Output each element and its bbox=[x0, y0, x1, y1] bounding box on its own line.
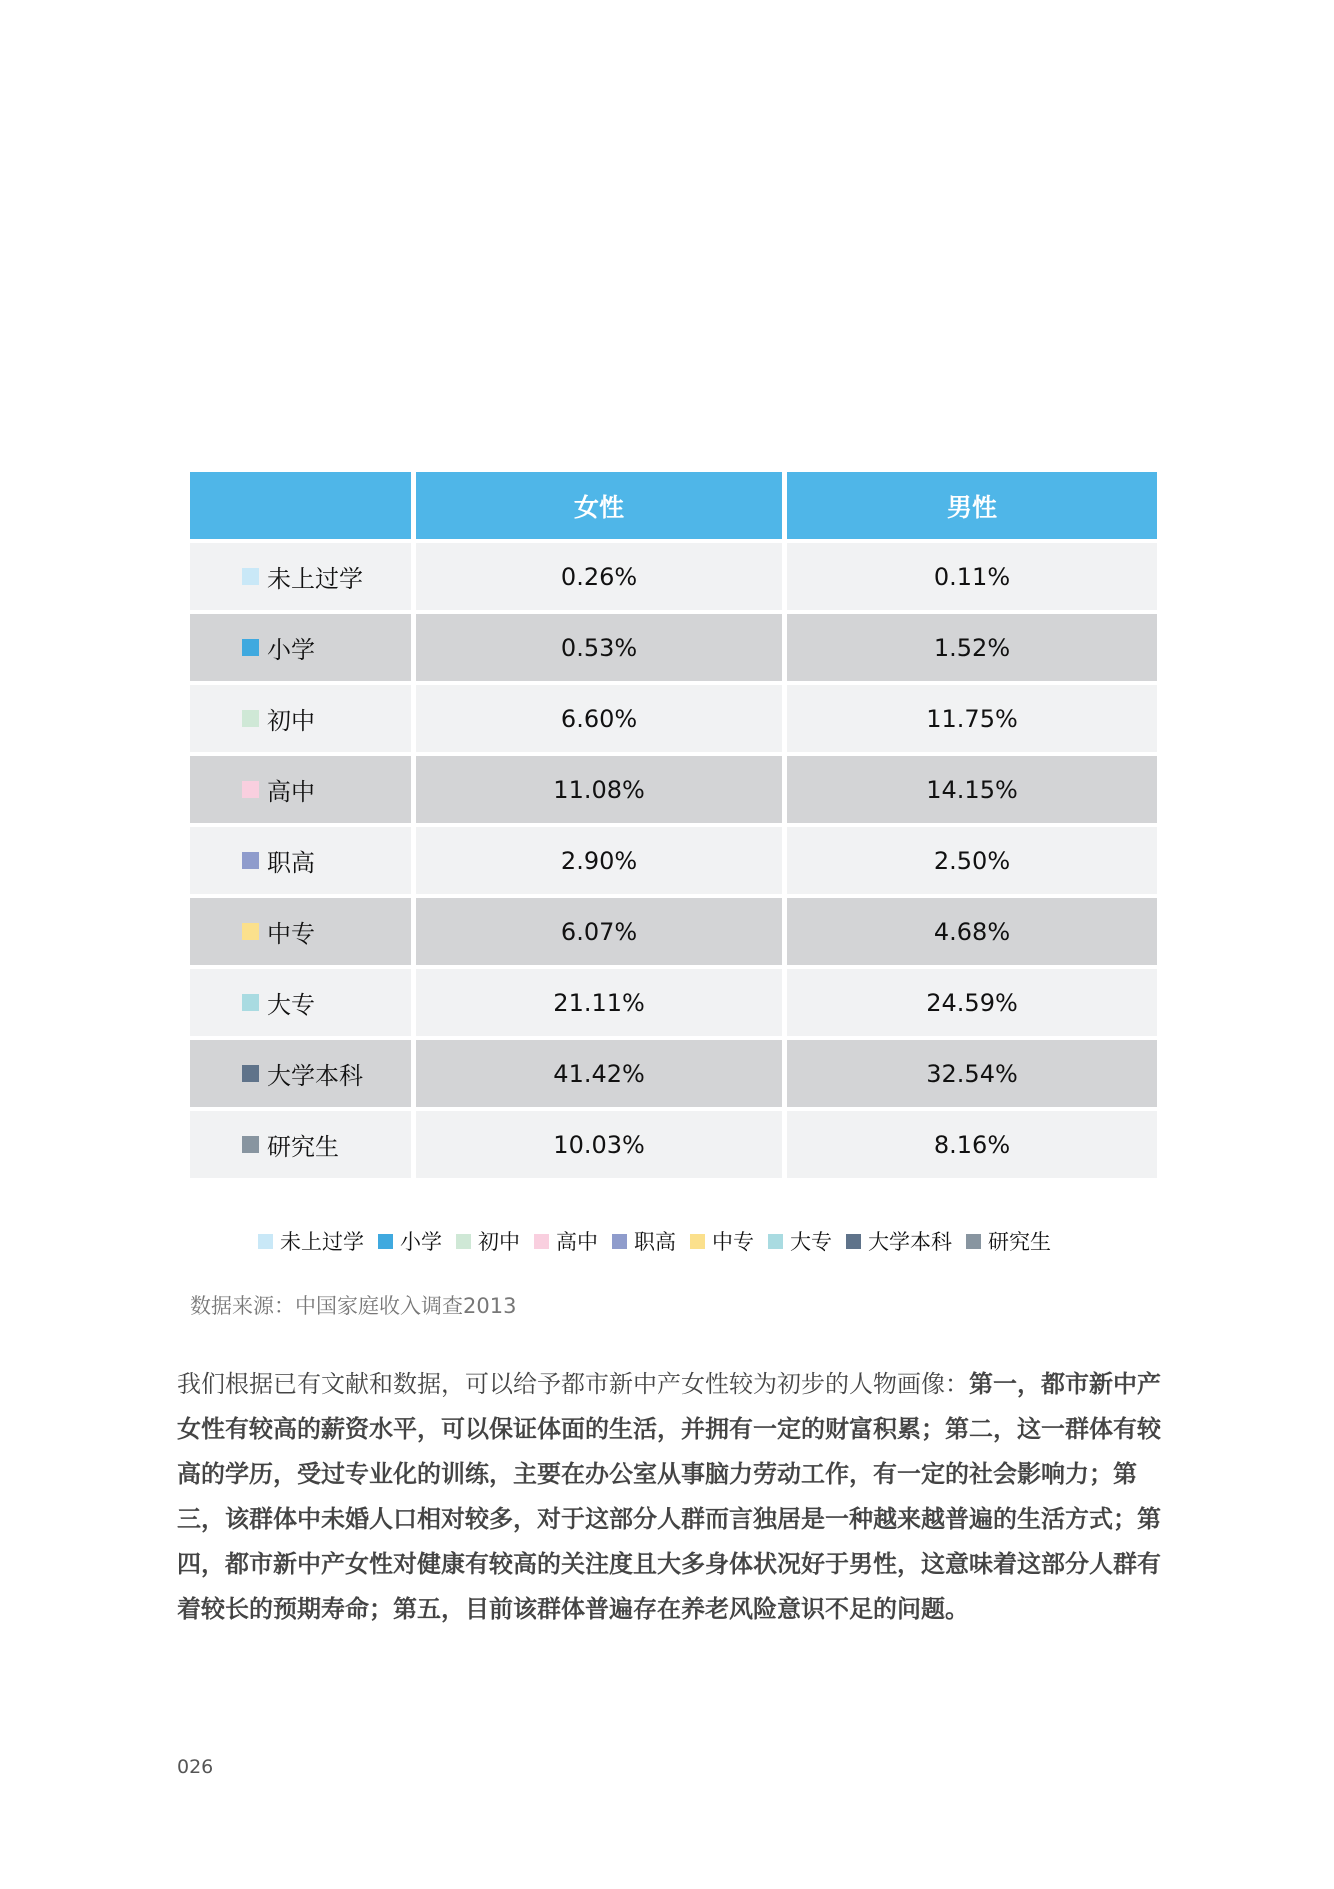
table-row bbox=[190, 614, 1157, 681]
row-label-cell bbox=[190, 614, 411, 681]
legend-swatch bbox=[258, 1234, 273, 1249]
row-label-cell bbox=[190, 543, 411, 610]
legend-item bbox=[456, 1226, 520, 1256]
legend-label: 大学本科 bbox=[868, 1230, 952, 1254]
legend-swatch bbox=[612, 1234, 627, 1249]
row-label: 职高 bbox=[267, 849, 315, 877]
male-value: 0.11% bbox=[787, 543, 1157, 610]
male-value: 8.16% bbox=[787, 1111, 1157, 1178]
row-label: 大学本科 bbox=[267, 1062, 363, 1090]
color-swatch bbox=[242, 639, 259, 656]
legend-swatch bbox=[534, 1234, 549, 1249]
legend-item bbox=[534, 1226, 598, 1256]
color-swatch bbox=[242, 781, 259, 798]
table-row bbox=[190, 1040, 1157, 1107]
legend-label: 职高 bbox=[634, 1230, 676, 1254]
legend-label: 大专 bbox=[790, 1230, 832, 1254]
legend-label: 中专 bbox=[712, 1230, 754, 1254]
table-row bbox=[190, 756, 1157, 823]
row-label: 研究生 bbox=[267, 1133, 339, 1161]
female-value: 41.42% bbox=[416, 1040, 782, 1107]
legend-swatch bbox=[690, 1234, 705, 1249]
color-swatch bbox=[242, 710, 259, 727]
female-value: 2.90% bbox=[416, 827, 782, 894]
color-swatch bbox=[242, 852, 259, 869]
legend-item bbox=[612, 1226, 676, 1256]
female-value: 0.26% bbox=[416, 543, 782, 610]
body-paragraph bbox=[177, 1362, 1177, 1632]
legend-swatch bbox=[846, 1234, 861, 1249]
male-value: 2.50% bbox=[787, 827, 1157, 894]
row-label: 中专 bbox=[267, 920, 315, 948]
row-label: 大专 bbox=[267, 991, 315, 1019]
male-value: 24.59% bbox=[787, 969, 1157, 1036]
table-row bbox=[190, 827, 1157, 894]
legend-swatch bbox=[768, 1234, 783, 1249]
row-label-cell bbox=[190, 969, 411, 1036]
row-label: 初中 bbox=[267, 707, 315, 735]
legend-label: 小学 bbox=[400, 1230, 442, 1254]
paragraph-intro: 我们根据已有文献和数据，可以给予都市新中产女性较为初步的人物画像： bbox=[177, 1370, 969, 1398]
legend-swatch bbox=[378, 1234, 393, 1249]
row-label-cell bbox=[190, 1040, 411, 1107]
legend-item bbox=[690, 1226, 754, 1256]
table-row bbox=[190, 685, 1157, 752]
color-swatch bbox=[242, 923, 259, 940]
row-label-cell bbox=[190, 1111, 411, 1178]
color-swatch bbox=[242, 1065, 259, 1082]
header-male: 男性 bbox=[787, 472, 1157, 539]
legend-swatch bbox=[966, 1234, 981, 1249]
female-value: 10.03% bbox=[416, 1111, 782, 1178]
table-row bbox=[190, 1111, 1157, 1178]
page-number: 026 bbox=[177, 1756, 214, 1778]
female-value: 21.11% bbox=[416, 969, 782, 1036]
female-value: 6.07% bbox=[416, 898, 782, 965]
legend-item bbox=[966, 1226, 1051, 1256]
row-label-cell bbox=[190, 756, 411, 823]
male-value: 11.75% bbox=[787, 685, 1157, 752]
table-row bbox=[190, 969, 1157, 1036]
male-value: 32.54% bbox=[787, 1040, 1157, 1107]
header-female: 女性 bbox=[416, 472, 782, 539]
legend-label: 高中 bbox=[556, 1230, 598, 1254]
legend-label: 未上过学 bbox=[280, 1230, 364, 1254]
row-label-cell bbox=[190, 827, 411, 894]
legend-item bbox=[846, 1226, 952, 1256]
female-value: 0.53% bbox=[416, 614, 782, 681]
row-label: 高中 bbox=[267, 778, 315, 806]
table-row bbox=[190, 898, 1157, 965]
male-value: 1.52% bbox=[787, 614, 1157, 681]
legend-label: 研究生 bbox=[988, 1230, 1051, 1254]
table-header-row bbox=[190, 472, 1157, 539]
legend-item bbox=[378, 1226, 442, 1256]
table-row bbox=[190, 543, 1157, 610]
data-source: 数据来源：中国家庭收入调查2013 bbox=[190, 1294, 517, 1318]
legend-item bbox=[258, 1226, 364, 1256]
color-swatch bbox=[242, 568, 259, 585]
row-label-cell bbox=[190, 685, 411, 752]
paragraph-bold: 第一，都市新中产女性有较高的薪资水平，可以保证体面的生活，并拥有一定的财富积累；第二，这一群体有较高的学历，受过专业化的训练，主要在办公室从事脑力劳动工作，有一定的社会影响力；第三，该群体中未婚人口相对较多，对于这部分人群而言独居是一种越来越普遍的生活方式；第四，都市新中产女性对健康有较高的关注度且大多身体状况好于男性，这意味着这部分人群有着较长的预期寿命；第五，目前该群体普遍存在养老风险意识不足的问题。 bbox=[177, 1370, 1161, 1623]
male-value: 4.68% bbox=[787, 898, 1157, 965]
row-label: 小学 bbox=[267, 636, 315, 664]
female-value: 6.60% bbox=[416, 685, 782, 752]
color-swatch bbox=[242, 994, 259, 1011]
male-value: 14.15% bbox=[787, 756, 1157, 823]
education-table bbox=[190, 472, 1157, 1182]
legend-item bbox=[768, 1226, 832, 1256]
header-blank bbox=[190, 472, 411, 539]
legend-label: 初中 bbox=[478, 1230, 520, 1254]
legend bbox=[258, 1226, 1065, 1256]
row-label: 未上过学 bbox=[267, 565, 363, 593]
legend-swatch bbox=[456, 1234, 471, 1249]
female-value: 11.08% bbox=[416, 756, 782, 823]
row-label-cell bbox=[190, 898, 411, 965]
color-swatch bbox=[242, 1136, 259, 1153]
